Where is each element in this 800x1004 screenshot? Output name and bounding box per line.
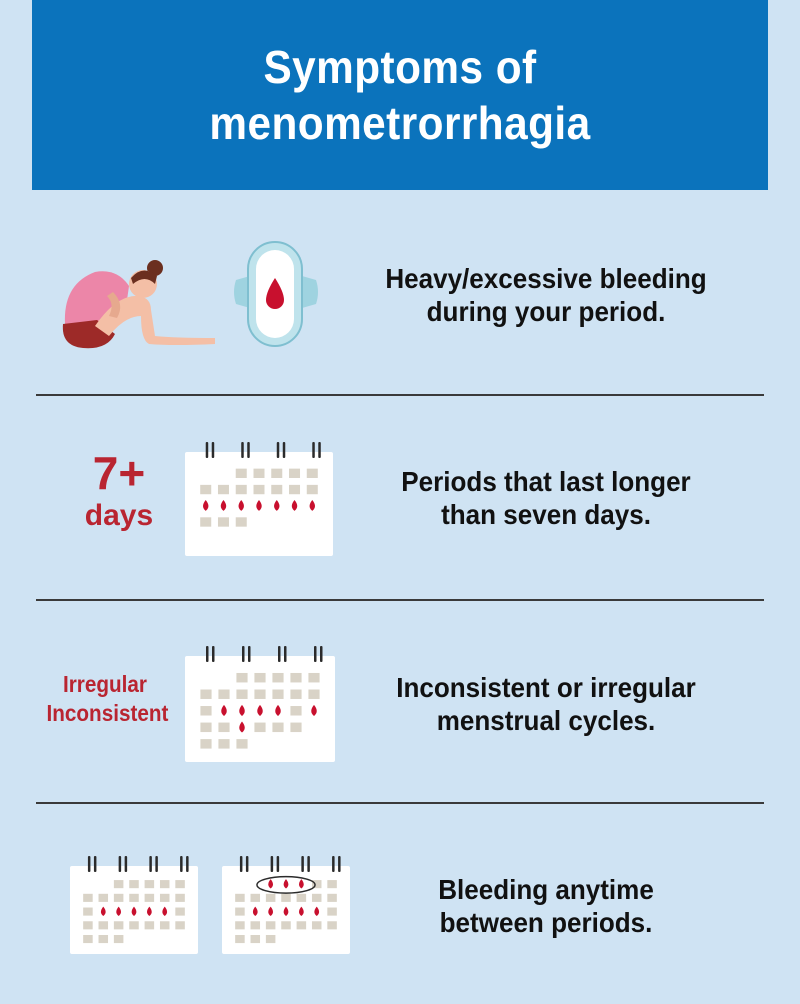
symptom-text-irregular: Inconsistent or irregular menstrual cycles. [396,672,696,736]
calendar-icon [70,852,198,954]
calendar-icon [185,438,333,556]
calendar-icon [222,852,350,954]
symptom-text-long-periods: Periods that last longer than seven days. [401,466,691,530]
page-title-line1: Symptoms of [263,41,537,93]
irregular-label: Irregular Inconsistent [46,671,169,726]
divider [36,599,764,601]
page-title-line2: menometrorrhagia [209,97,591,149]
symptom-text-between-periods: Bleeding anytime between periods. [438,874,654,938]
woman-cramps-icon [55,254,220,354]
duration-label: 7+ days [84,447,154,532]
symptom-text-heavy-bleeding: Heavy/excessive bleeding during your period. [385,263,707,327]
calendar-icon [185,642,335,762]
divider [36,394,764,396]
divider [36,802,764,804]
symptom-list [0,190,800,1004]
sanitary-pad-icon [230,238,322,350]
header-banner [32,0,768,190]
